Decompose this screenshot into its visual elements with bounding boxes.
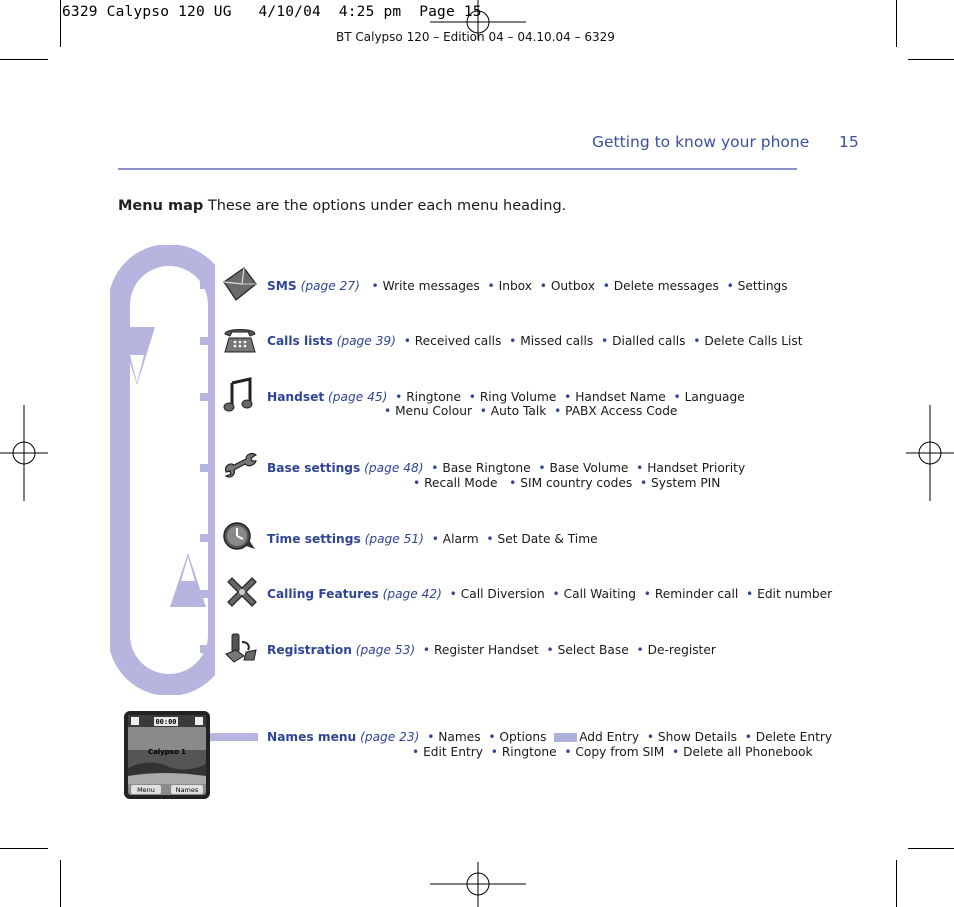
- page-ref: (page 39): [336, 334, 396, 348]
- menu-title: Names menu: [267, 730, 357, 744]
- option: Ringtone: [501, 745, 557, 759]
- option: Call Diversion: [460, 587, 545, 601]
- crop-mark: [908, 848, 954, 849]
- menu-title: Base settings: [267, 461, 361, 475]
- wrench-icon: [222, 448, 258, 484]
- option: Handset Name: [575, 390, 666, 404]
- option: System PIN: [651, 476, 721, 490]
- registration-mark-icon: [430, 862, 526, 907]
- crop-mark: [896, 0, 897, 47]
- loop-connector: [200, 393, 213, 401]
- menu-title: Registration: [267, 643, 352, 657]
- option: Language: [684, 390, 745, 404]
- menu-row-names: Names menu (page 23) • Names • Options Add Entry • Show Details • Delete Entry: [267, 730, 833, 744]
- intro-heading: Menu map: [118, 198, 204, 214]
- loop-connector: [200, 464, 213, 472]
- option: Copy from SIM: [575, 745, 665, 759]
- print-header: 6329 Calypso 120 UG 4/10/04 4:25 pm Page 15: [62, 4, 482, 20]
- music-note-icon: [222, 377, 258, 413]
- page-ref: (page 48): [364, 461, 424, 475]
- option: Base Ringtone: [442, 461, 531, 475]
- crop-mark: [0, 848, 48, 849]
- page-number: 15: [839, 133, 859, 151]
- loop-connector: [200, 590, 213, 598]
- option: SIM country codes: [520, 476, 633, 490]
- option: Received calls: [414, 334, 502, 348]
- cross-icon: [224, 574, 260, 610]
- page-ref: (page 27): [300, 279, 360, 293]
- page-ref: (page 51): [364, 532, 424, 546]
- menu-title: Time settings: [267, 532, 361, 546]
- handset-name: Calypso 1: [147, 748, 187, 756]
- menu-row-registration: Registration (page 53) • Register Handset • Select Base • De-register: [267, 643, 716, 657]
- running-title: Getting to know your phone: [592, 133, 810, 151]
- option: Missed calls: [520, 334, 594, 348]
- print-subheader: BT Calypso 120 – Edition 04 – 04.10.04 – 6329: [336, 30, 615, 44]
- crop-mark: [908, 59, 954, 60]
- page-ref: (page 53): [355, 643, 416, 657]
- option: Names: [438, 730, 481, 744]
- menu-title: Handset: [267, 390, 325, 404]
- menu-title: Calling Features: [267, 587, 379, 601]
- crop-mark: [0, 59, 48, 60]
- envelope-icon: [222, 266, 258, 302]
- softkey-menu: Menu: [137, 786, 155, 794]
- option: Outbox: [550, 279, 595, 293]
- option: Register Handset: [433, 643, 539, 657]
- option: Delete Calls List: [704, 334, 803, 348]
- handset-time: 00:00: [155, 718, 177, 726]
- option: Edit number: [757, 587, 833, 601]
- registration-mark-icon: [906, 405, 954, 501]
- crop-mark: [60, 0, 61, 47]
- registration-icon: [222, 630, 258, 666]
- option: Recall Mode: [424, 476, 498, 490]
- softkey-names: Names: [175, 786, 199, 794]
- option: Inbox: [498, 279, 532, 293]
- menu-title: Calls lists: [267, 334, 333, 348]
- telephone-icon: [222, 322, 258, 358]
- option: Write messages: [382, 279, 480, 293]
- menu-row-base-settings: Base settings (page 48) • Base Ringtone • Base Volume • Handset Priority: [267, 461, 746, 475]
- option: Delete messages: [613, 279, 719, 293]
- option: Ring Volume: [479, 390, 557, 404]
- heading-rule: [118, 168, 797, 170]
- menu-row-handset-line2: • Menu Colour • Auto Talk • PABX Access Code: [384, 404, 678, 418]
- menu-row-calling-features: Calling Features (page 42) • Call Diversion • Call Waiting • Reminder call • Edit number: [267, 587, 833, 601]
- loop-connector: [200, 281, 213, 289]
- page-ref: (page 23): [360, 730, 420, 744]
- option: Settings: [737, 279, 788, 293]
- loop-connector: [200, 645, 213, 653]
- option: Show Details: [657, 730, 737, 744]
- option: Set Date & Time: [497, 532, 598, 546]
- option: Call Waiting: [563, 587, 636, 601]
- option: PABX Access Code: [565, 404, 678, 418]
- names-connector: [210, 733, 258, 741]
- crop-mark: [896, 860, 897, 907]
- option: Select Base: [557, 643, 629, 657]
- loop-connector: [200, 534, 213, 542]
- option: Add Entry: [579, 730, 640, 744]
- menu-row-time-settings: Time settings (page 51) • Alarm • Set Date & Time: [267, 532, 598, 546]
- clock-icon: [222, 518, 258, 554]
- option: Menu Colour: [395, 404, 472, 418]
- option: Delete all Phonebook: [683, 745, 813, 759]
- menu-row-calls-lists: Calls lists (page 39) • Received calls • Missed calls • Dialled calls • Delete Calls List: [267, 334, 803, 348]
- option: Base Volume: [549, 461, 629, 475]
- highlight-bar: [554, 733, 577, 742]
- intro-text: [118, 198, 566, 214]
- option: Handset Priority: [647, 461, 746, 475]
- option: Options: [499, 730, 547, 744]
- menu-row-sms: SMS (page 27) • Write messages • Inbox • Outbox • Delete messages • Settings: [267, 279, 788, 293]
- option: Delete Entry: [755, 730, 833, 744]
- menu-row-names-line2: • Edit Entry • Ringtone • Copy from SIM • Delete all Phonebook: [412, 745, 813, 759]
- option: Reminder call: [654, 587, 739, 601]
- menu-row-base-settings-line2: • Recall Mode • SIM country codes • System PIN: [413, 476, 721, 490]
- option: De-register: [647, 643, 716, 657]
- option: Edit Entry: [423, 745, 483, 759]
- registration-mark-icon: [0, 405, 48, 501]
- option: Auto Talk: [490, 404, 547, 418]
- option: Dialled calls: [612, 334, 686, 348]
- handset-screen-icon: [123, 710, 211, 800]
- crop-mark: [60, 860, 61, 907]
- loop-connector: [200, 337, 213, 345]
- menu-title: SMS: [267, 279, 297, 293]
- page-ref: (page 45): [328, 390, 388, 404]
- intro-body: These are the options under each menu heading.: [203, 198, 567, 214]
- option: Ringtone: [406, 390, 461, 404]
- page-ref: (page 42): [382, 587, 442, 601]
- option: Alarm: [442, 532, 479, 546]
- menu-row-handset: Handset (page 45) • Ringtone • Ring Volume • Handset Name • Language: [267, 390, 745, 404]
